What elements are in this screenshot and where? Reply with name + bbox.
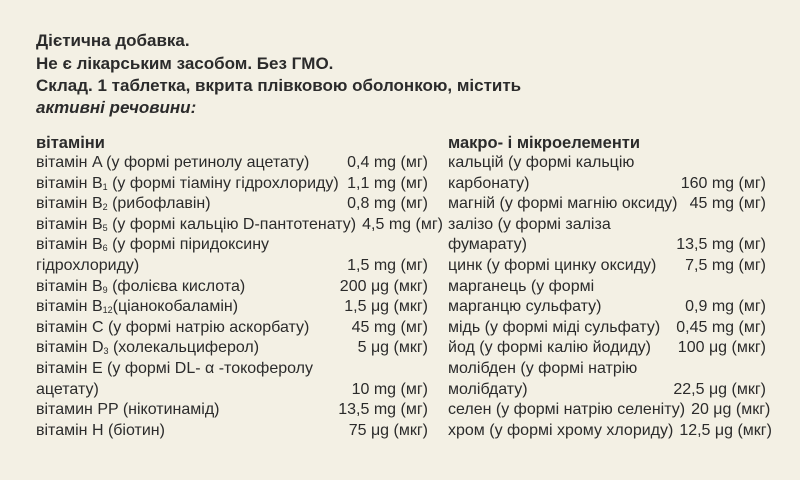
ingredient-row: [36, 338, 428, 359]
ingredient-amount: 0,45 mg (мг): [676, 318, 766, 336]
vitamins-list: [36, 153, 443, 441]
ingredient-name-rest: (рибофлавін): [107, 195, 211, 213]
ingredient-row: [448, 256, 766, 277]
ingredient-subscript: 3: [103, 346, 109, 357]
ingredient-name: [36, 194, 211, 215]
ingredient-row: [36, 359, 428, 380]
ingredient-name: карбонату): [448, 174, 530, 192]
ingredient-name-main: вітамін B: [36, 195, 103, 213]
ingredient-row: [36, 215, 443, 236]
ingredient-row: [448, 318, 766, 339]
ingredient-amount: 4,5 mg (мг): [362, 215, 443, 233]
ingredient-row: [36, 235, 428, 256]
ingredient-name: хром (у формі хрому хлориду): [448, 421, 674, 439]
ingredient-name: [36, 338, 259, 359]
ingredient-subscript: 5: [102, 222, 108, 233]
ingredient-name: [36, 215, 356, 236]
ingredient-subscript: 6: [102, 243, 108, 254]
ingredient-amount: 45 mg (мг): [689, 195, 766, 213]
ingredient-name: селен (у формі натрію селеніту): [448, 401, 686, 419]
ingredient-name-rest: (фолієва кислота): [107, 277, 246, 295]
ingredient-name: [36, 235, 269, 256]
ingredient-amount: 20 μg (мкг): [691, 401, 771, 419]
ingredient-amount: 10 mg (мг): [351, 380, 428, 398]
ingredient-row: [448, 338, 766, 359]
product-type-text: Дієтична добавка.: [36, 31, 190, 50]
ingredient-amount: 75 μg (мкг): [348, 421, 428, 439]
ingredient-amount: 1,1 mg (мг): [347, 174, 428, 192]
ingredient-name: мідь (у формі міді сульфату): [448, 318, 661, 336]
ingredient-amount: 0,9 mg (мг): [685, 298, 766, 316]
ingredient-name: [36, 297, 238, 318]
composition-text: Склад. 1 таблетка, вкрита плівковою оболонкою, містить: [36, 76, 522, 95]
ingredient-name-rest: (у формі піридоксину: [107, 236, 270, 254]
not-medicine-text: Не є лікарським засобом. Без ГМО.: [36, 53, 334, 73]
ingredient-name: [36, 174, 339, 195]
vitamins-title: вітаміни: [36, 134, 105, 152]
ingredient-name: вітамін E (у формі DL- α -токоферолу: [36, 359, 314, 377]
ingredient-name: [36, 277, 245, 298]
ingredient-row: [448, 194, 766, 215]
ingredient-name: ацетату): [36, 380, 99, 398]
ingredient-row: [36, 153, 428, 174]
ingredient-name: залізо (у формі заліза: [448, 215, 611, 233]
ingredient-amount: 45 mg (мг): [351, 318, 428, 336]
ingredient-name-rest: (у формі тіаміну гідрохлориду): [107, 174, 339, 192]
ingredient-row: [448, 297, 766, 318]
ingredient-row: [36, 421, 428, 442]
ingredient-name-rest: (у формі кальцію D-пантотенату): [107, 215, 357, 233]
label-header: [36, 30, 776, 118]
ingredient-name: молібден (у формі натрію: [448, 359, 638, 377]
ingredient-name: марганцю сульфату): [448, 298, 602, 316]
ingredient-amount: 160 mg (мг): [680, 174, 766, 192]
ingredient-row: [448, 235, 766, 256]
ingredient-row: [448, 421, 772, 442]
ingredient-amount: 0,4 mg (мг): [347, 154, 428, 171]
ingredient-name-rest: (ціанокобаламін): [112, 298, 239, 316]
ingredient-name-main: вітамін D: [36, 339, 104, 357]
ingredient-amount: 1,5 μg (мкг): [344, 298, 428, 316]
ingredient-name: вітамін C (у формі натрію аскорбату): [36, 318, 310, 336]
ingredient-name: йод (у формі калію йодиду): [448, 339, 652, 357]
ingredient-row: [448, 215, 766, 236]
ingredient-row: [36, 380, 428, 401]
ingredient-amount: 12,5 μg (мкг): [679, 421, 772, 439]
ingredient-name: вітамін H (біотин): [36, 421, 165, 439]
minerals-column: [448, 133, 772, 441]
ingredient-name: марганець (у формі: [448, 277, 595, 295]
active-substances-label: активні речовини:: [36, 97, 197, 117]
ingredient-name: магній (у формі магнію оксиду): [448, 195, 678, 213]
ingredient-amount: 1,5 mg (мг): [347, 256, 428, 274]
ingredient-amount: 13,5 mg (мг): [338, 401, 428, 419]
ingredient-row: [36, 318, 428, 339]
ingredient-row: [36, 256, 428, 277]
ingredient-subscript: 9: [102, 284, 108, 295]
ingredient-amount: 7,5 mg (мг): [685, 256, 766, 274]
ingredient-name: молібдату): [448, 380, 528, 398]
ingredient-row: [448, 400, 771, 421]
ingredient-row: [36, 277, 428, 298]
ingredient-row: [448, 174, 766, 195]
ingredient-row: [448, 277, 766, 298]
ingredient-amount: 200 μg (мкг): [339, 277, 428, 295]
ingredient-name: фумарату): [448, 236, 527, 254]
ingredient-row: [36, 194, 428, 215]
ingredient-name-main: вітамін B: [36, 174, 103, 192]
ingredient-row: [36, 174, 428, 195]
ingredient-name-rest: (холекальциферол): [108, 339, 260, 357]
vitamins-column: [36, 133, 443, 441]
ingredient-amount: 5 μg (мкг): [357, 339, 428, 357]
ingredient-name: гідрохлориду): [36, 256, 140, 274]
ingredient-row: [36, 297, 428, 318]
ingredient-amount: 100 μg (мкг): [677, 339, 766, 357]
ingredient-amount: 13,5 mg (мг): [676, 236, 766, 254]
ingredient-name-main: вітамін B: [36, 215, 103, 233]
ingredient-name: вітамин PP (нікотинамід): [36, 401, 220, 419]
ingredient-name: цинк (у формі цинку оксиду): [448, 256, 657, 274]
ingredient-amount: 22,5 μg (мкг): [673, 380, 766, 398]
ingredient-row: [448, 359, 766, 380]
minerals-title: макро- і мікроелементи: [448, 134, 641, 152]
ingredient-name-main: вітамін B: [36, 277, 103, 295]
ingredient-subscript: 1: [102, 181, 108, 192]
ingredient-name-main: вітамін B: [36, 236, 103, 254]
ingredient-row: [36, 400, 428, 421]
ingredient-amount: 0,8 mg (мг): [347, 195, 428, 213]
ingredient-name-main: вітамін B: [36, 298, 103, 316]
ingredient-name: вітамін A (у формі ретинолу ацетату): [36, 154, 310, 171]
ingredient-name: кальцій (у формі кальцію: [448, 154, 635, 171]
ingredient-subscript: 12: [102, 305, 113, 316]
ingredient-row: [448, 153, 766, 174]
minerals-list: [448, 153, 772, 441]
ingredient-subscript: 2: [102, 202, 108, 213]
ingredient-row: [448, 380, 766, 401]
